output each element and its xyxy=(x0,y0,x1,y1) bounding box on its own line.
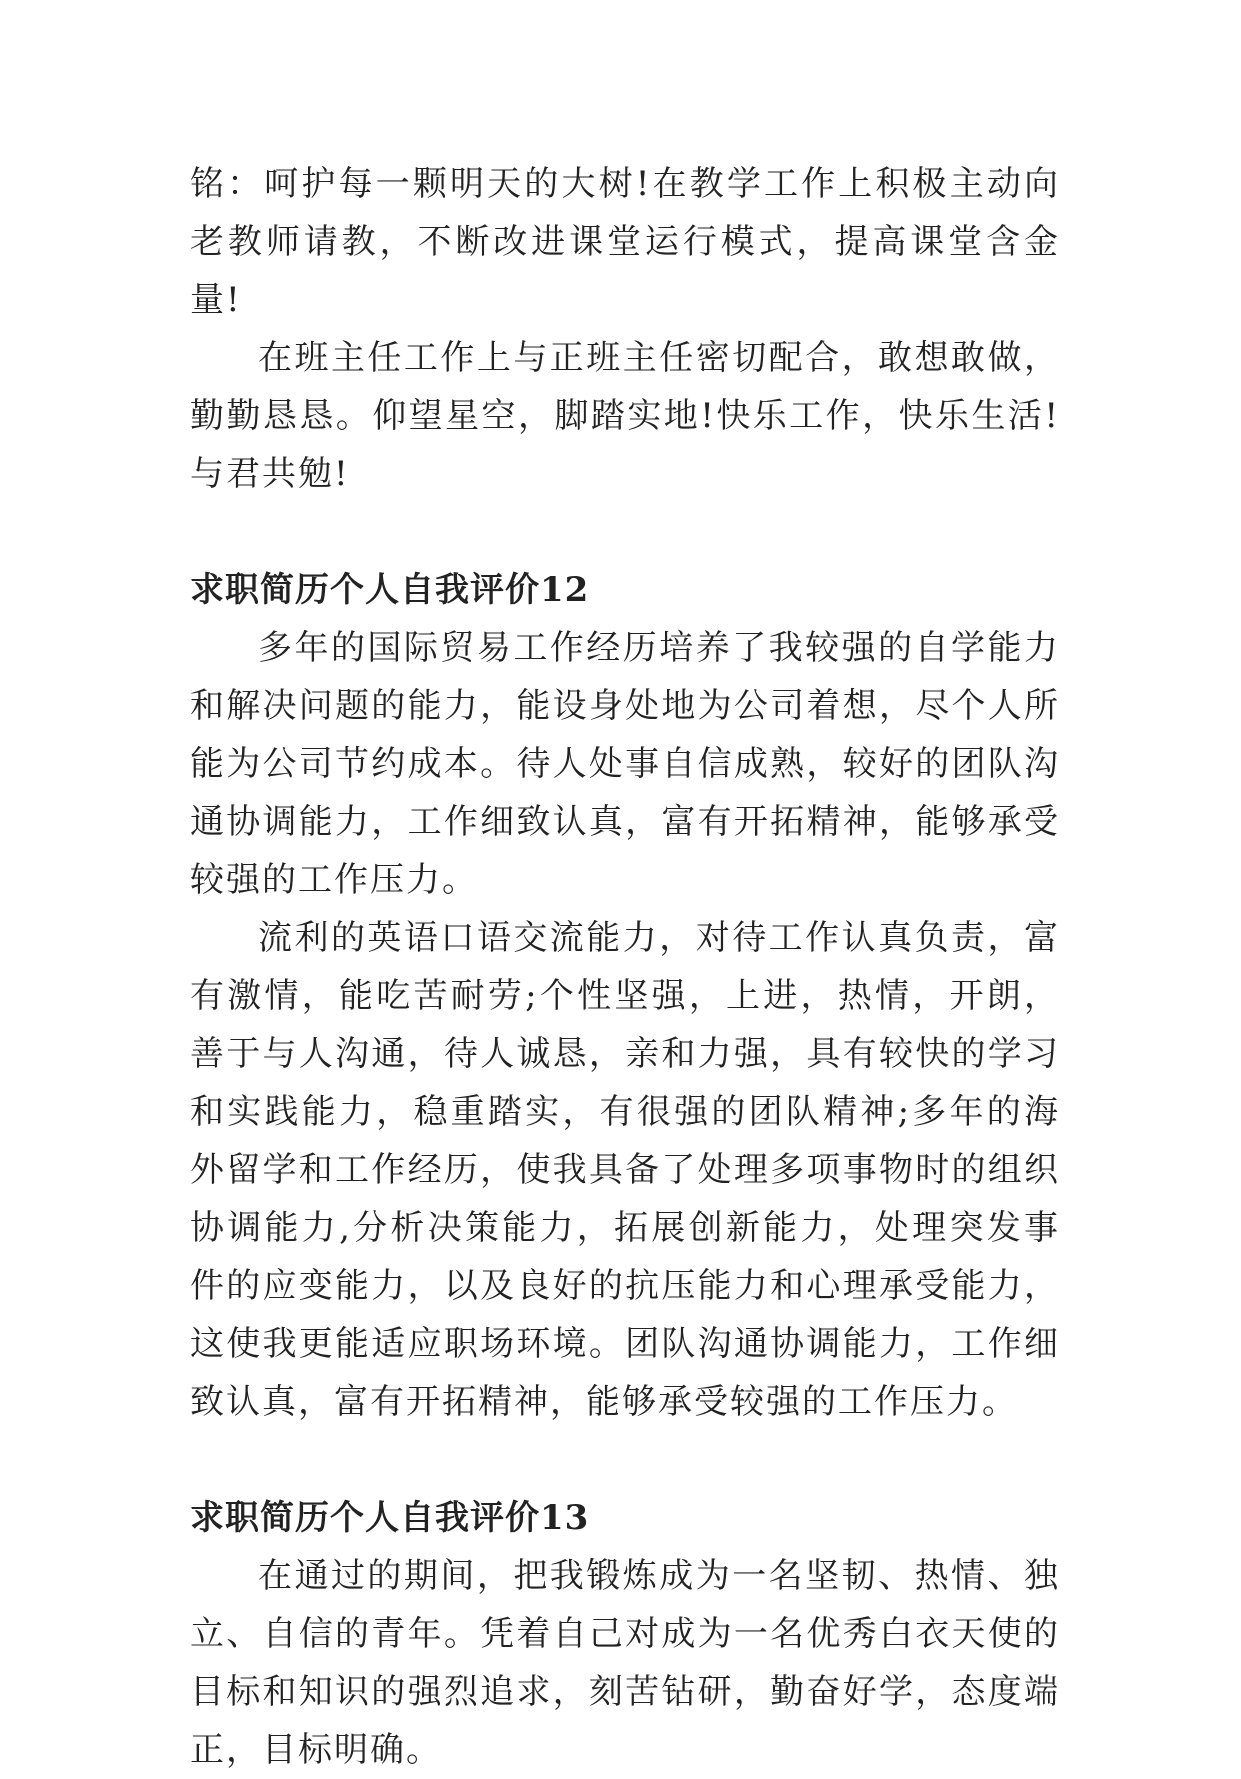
section-12-paragraph-1: 流利的英语口语交流能力，对待工作认真负责，富有激情，能吃苦耐劳;个性坚强，上进，热情，开朗，善于与人沟通，待人诚恳，亲和力强，具有较快的学习和实践能力，稳重踏实，有很强的团队精神;多年的海外留学和工作经历，使我具备了处理多项事物时的组织协调能力,分析决策能力，拓展创新能力，处理突发事件的应变能力，以及良好的抗压能力和心理承受能力，这使我更能适应职场环境。团队沟通协调能力，工作细致认真，富有开拓精神，能够承受较强的工作压力。 xyxy=(190,918,1060,1422)
section-0-paragraph-0: 铭：呵护每一颗明天的大树!在教学工作上积极主动向老教师请教，不断改进课堂运行模式，提高课堂含金量! xyxy=(190,164,1060,320)
section-13-paragraph-0: 在通过的期间，把我锻炼成为一名坚韧、热情、独立、自信的青年。凭着自己对成为一名优秀白衣天使的目标和知识的强烈追求，刻苦钻研，勤奋好学，态度端正，目标明确。 xyxy=(190,1556,1060,1770)
section-12-heading: 求职简历个人自我评价12 xyxy=(190,570,590,610)
section-13-heading: 求职简历个人自我评价13 xyxy=(190,1498,590,1538)
document-content xyxy=(190,155,1060,1779)
section-12-paragraph-0: 多年的国际贸易工作经历培养了我较强的自学能力和解决问题的能力，能设身处地为公司着想，尽个人所能为公司节约成本。待人处事自信成熟，较好的团队沟通协调能力，工作细致认真，富有开拓精神，能够承受较强的工作压力。 xyxy=(190,628,1060,900)
section-0-paragraph-1: 在班主任工作上与正班主任密切配合，敢想敢做，勤勤恳恳。仰望星空，脚踏实地!快乐工作，快乐生活!与君共勉! xyxy=(190,338,1060,494)
